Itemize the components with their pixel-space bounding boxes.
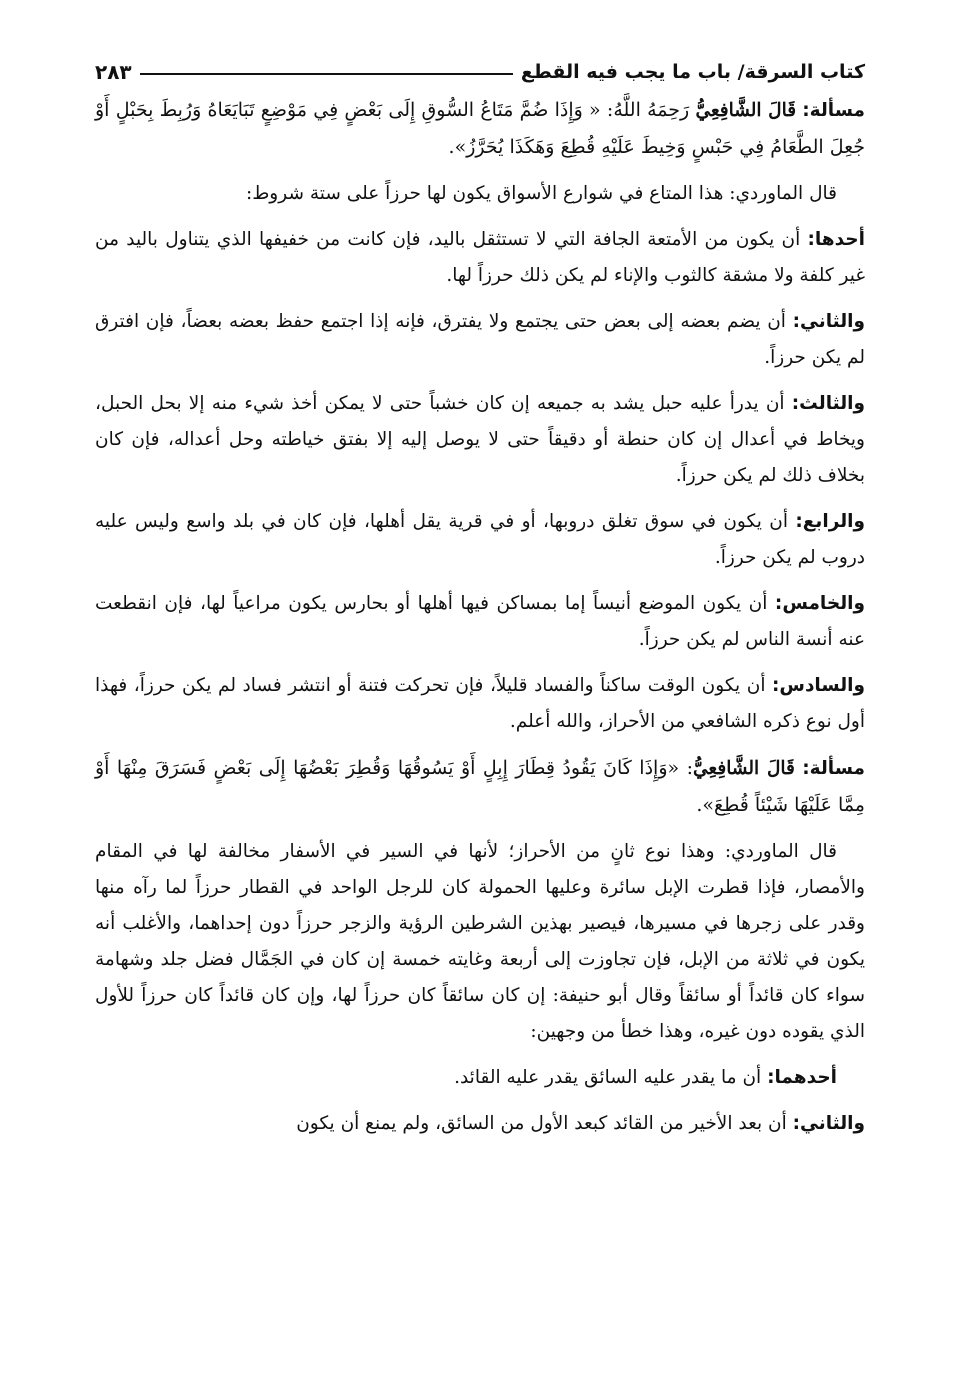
paragraph-text: أن يكون في سوق تغلق دروبها، أو في قرية يقل أهلها، فإن كان في بلد واسع وليس عليه دروب لم يكن حرزاً.	[95, 511, 865, 568]
paragraph-text: أن يكون الموضع أنيساً إما بمساكن فيها أهلها أو بحارس يكون مراعياً لها، فإن انقطعت عنه أنسة الناس لم يكن حرزاً.	[95, 593, 865, 650]
paragraph-condition-6	[95, 668, 865, 740]
paragraph-condition-1	[95, 222, 865, 294]
paragraph-lead: مسألة:	[802, 100, 865, 121]
paragraph-lead: والرابع:	[795, 511, 865, 532]
paragraph-aspect-1	[95, 1060, 865, 1096]
paragraph-text: أن يكون من الأمتعة الجافة التي لا تستثقل باليد، فإن كانت من خفيفها الذي يتناول باليد من غير كلفة ولا مشقة كالثوب والإناء لم يكن ذلك حرزاً لها.	[95, 229, 865, 286]
paragraph-lead: والثاني:	[792, 1113, 865, 1134]
header-rule	[140, 73, 513, 75]
paragraph-lead: أحدهما:	[767, 1067, 837, 1088]
paragraph-lead: والسادس:	[772, 675, 865, 696]
paragraph-lead: والخامس:	[774, 593, 865, 614]
paragraph-condition-4	[95, 504, 865, 576]
paragraph-text: أن يكون الوقت ساكناً والفساد قليلاً، فإن تحركت فتنة أو انتشر فساد لم يكن حرزاً، فهذا أول نوع ذكره الشافعي من الأحراز، والله أعلم.	[95, 675, 865, 732]
paragraph-lead: أحدها:	[807, 229, 865, 250]
paragraph-text: قال الماوردي: وهذا نوع ثانٍ من الأحراز؛ لأنها في السير في الأسفار مخالفة لها في المقام والأمصار، فإذا قطرت الإبل سائرة وعليها الحمولة كان للرجل الواحد في القطار حرزاً لما رآه منها وقدر على زجرها في مسيرها، فيصير بهذين الشرطين الرؤية والزجر حرزاً دون إحداهما، والأغلب أنه يكون في ثلاثة من الإبل، فإن تجاوزت إلى أربعة وغايته خمسة إن كان في الجَمَّال فضل جلد وشهامة سواء كان قائداً أو سائقاً وقال أبو حنيفة: إن كان سائقاً كان حرزاً لها، وإن كان قائداً كان حرزاً للأول الذي يقوده دون غيره، وهذا خطأ من وجهين:	[95, 841, 865, 1042]
shafii-attribution: قَالَ الشَّافِعِيُّ	[695, 100, 797, 121]
paragraph-text: قال الماوردي: هذا المتاع في شوارع الأسواق يكون لها حرزاً على ستة شروط:	[245, 183, 837, 204]
paragraph-lead: والثالث:	[791, 393, 865, 414]
page-header	[95, 52, 865, 92]
paragraph-text: أن يضم بعضه إلى بعض حتى يجتمع ولا يفترق، فإنه إذا اجتمع حفظ بعضه بعضاً، فإن افترق لم يكن حرزاً.	[95, 311, 865, 368]
paragraph-aspect-2	[95, 1106, 865, 1142]
paragraph-text: أن يدرأ عليه حبل يشد به جميعه إن كان خشباً حتى لا يمكن أخذ شيء منه إلا بحل الحبل، ويخاط في أعدال إن كان حنطة أو دقيقاً حتى لا يوصل إليه إلا بفتق خياطته وحل أعداله، فإن كان بخلاف ذلك لم يكن حرزاً.	[95, 393, 865, 486]
paragraph-condition-3	[95, 386, 865, 494]
running-title: كتاب السرقة/ باب ما يجب فيه القطع	[520, 61, 865, 83]
paragraph-text: : «وَإِذَا كَانَ يَقُودُ قِطَارَ إِبِلٍ أَوْ يَسُوقُهَا وَقُطِرَ بَعْضُهَا إِلَى بَعْضٍ فَسَرَقَ مِنْهَا أَوْ مِمَّا عَلَيْهَا شَيْئاً قُطِعَ».	[95, 757, 865, 816]
paragraph-mawardi-1	[95, 176, 865, 212]
paragraph-masala-1	[95, 92, 865, 166]
paragraph-lead: والثاني:	[792, 311, 865, 332]
paragraph-text: أن بعد الأخير من القائد كبعد الأول من السائق، ولم يمنع أن يكون	[296, 1113, 793, 1134]
paragraph-lead: مسألة:	[802, 758, 865, 779]
page-number: ٢٨٣	[95, 60, 132, 84]
shafii-attribution: قَالَ الشَّافِعِيُّ	[693, 758, 795, 779]
book-page	[95, 52, 865, 1152]
paragraph-masala-2	[95, 750, 865, 824]
paragraph-text: رَحِمَهُ اللَّهُ: « وَإِذَا ضُمَّ مَتَاعُ السُّوقِ إِلَى بَعْضٍ فِي مَوْضِعٍ تَبَايَعَاهُ وَرُبِطَ بِحَبْلٍ أَوْ جُعِلَ الطَّعَامُ فِي حَبْسٍ وَخِيطَ عَلَيْهِ قُطِعَ وَهَكَذَا يُحَرَّزُ».	[95, 99, 865, 158]
paragraph-mawardi-2	[95, 834, 865, 1050]
paragraph-condition-5	[95, 586, 865, 658]
paragraph-condition-2	[95, 304, 865, 376]
paragraph-text: أن ما يقدر عليه السائق يقدر عليه القائد.	[454, 1067, 768, 1088]
